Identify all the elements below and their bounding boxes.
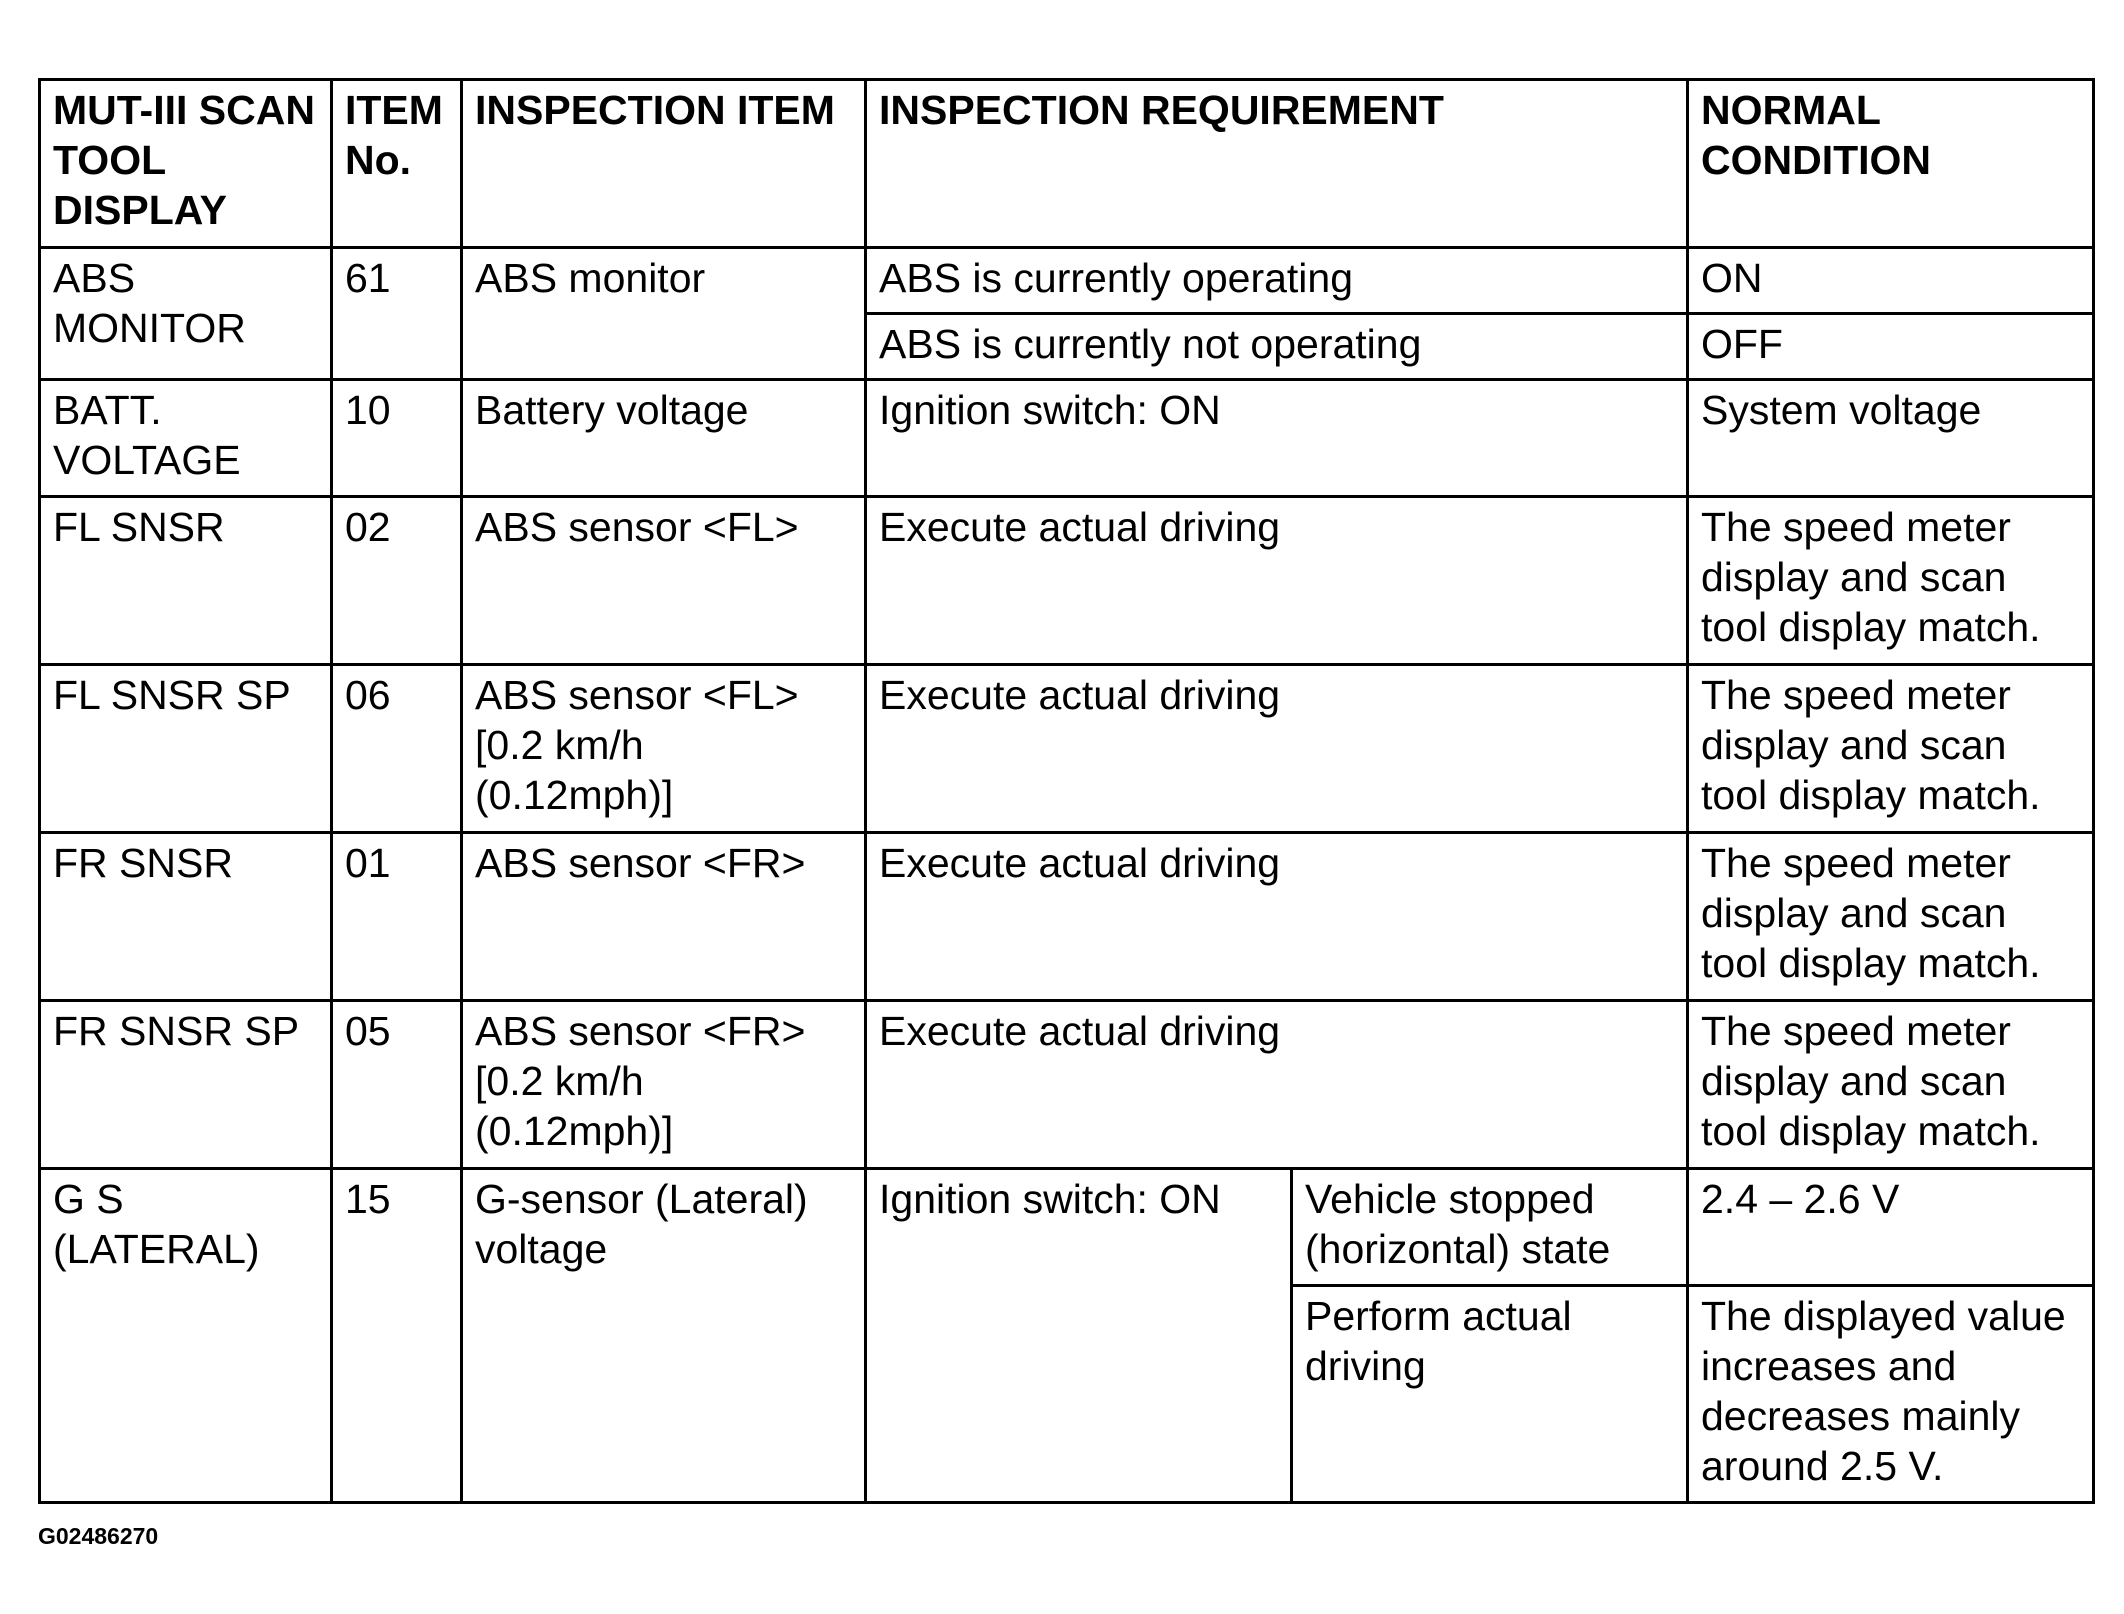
cell-item-no: 05 (332, 1001, 462, 1169)
cell-requirement: ABS is currently not operating (866, 314, 1688, 380)
header-inspection-requirement: INSPECTION REQUIREMENT (866, 80, 1688, 248)
cell-inspection-item: ABS sensor <FR> [0.2 km/h (0.12mph)] (462, 1001, 866, 1169)
cell-display: ABS MONITOR (40, 248, 332, 380)
cell-requirement: Ignition switch: ON (866, 380, 1688, 497)
header-display: MUT-III SCAN TOOL DISPLAY (40, 80, 332, 248)
cell-normal: System voltage (1688, 380, 2094, 497)
cell-requirement: Ignition switch: ON (866, 1169, 1292, 1503)
cell-inspection-item: G-sensor (Lateral) voltage (462, 1169, 866, 1503)
cell-item-no: 06 (332, 665, 462, 833)
cell-item-no: 01 (332, 833, 462, 1001)
cell-inspection-item: ABS sensor <FR> (462, 833, 866, 1001)
cell-normal: ON (1688, 248, 2094, 314)
table-row (40, 248, 2094, 314)
cell-inspection-item: ABS sensor <FL> (462, 497, 866, 665)
table-row (40, 1001, 2094, 1169)
cell-requirement: Execute actual driving (866, 665, 1688, 833)
header-normal-condition: NORMAL CONDITION (1688, 80, 2094, 248)
cell-inspection-item: Battery voltage (462, 380, 866, 497)
cell-normal: 2.4 – 2.6 V (1688, 1169, 2094, 1286)
cell-normal: The displayed value increases and decreases mainly around 2.5 V. (1688, 1286, 2094, 1503)
cell-display: BATT. VOLTAGE (40, 380, 332, 497)
table-row (40, 665, 2094, 833)
cell-inspection-item: ABS sensor <FL> [0.2 km/h (0.12mph)] (462, 665, 866, 833)
cell-item-no: 61 (332, 248, 462, 380)
cell-condition: Vehicle stopped (horizontal) state (1292, 1169, 1688, 1286)
cell-display: FR SNSR SP (40, 1001, 332, 1169)
cell-normal: OFF (1688, 314, 2094, 380)
cell-item-no: 02 (332, 497, 462, 665)
header-item-no: ITEM No. (332, 80, 462, 248)
cell-requirement: Execute actual driving (866, 833, 1688, 1001)
header-inspection-item: INSPECTION ITEM (462, 80, 866, 248)
cell-requirement: Execute actual driving (866, 1001, 1688, 1169)
cell-normal: The speed meter display and scan tool display match. (1688, 497, 2094, 665)
cell-display: FR SNSR (40, 833, 332, 1001)
table-row (40, 380, 2094, 497)
cell-item-no: 15 (332, 1169, 462, 1503)
table-row (40, 1169, 2094, 1286)
cell-display: G S (LATERAL) (40, 1169, 332, 1503)
figure-id: G02486270 (38, 1523, 159, 1549)
inspection-table (38, 78, 2095, 1504)
cell-requirement: ABS is currently operating (866, 248, 1688, 314)
cell-display: FL SNSR SP (40, 665, 332, 833)
cell-normal: The speed meter display and scan tool display match. (1688, 1001, 2094, 1169)
cell-item-no: 10 (332, 380, 462, 497)
cell-inspection-item: ABS monitor (462, 248, 866, 380)
cell-normal: The speed meter display and scan tool display match. (1688, 665, 2094, 833)
table-row (40, 833, 2094, 1001)
cell-requirement: Execute actual driving (866, 497, 1688, 665)
header-row (40, 80, 2094, 248)
cell-condition: Perform actual driving (1292, 1286, 1688, 1503)
cell-normal: The speed meter display and scan tool display match. (1688, 833, 2094, 1001)
cell-display: FL SNSR (40, 497, 332, 665)
table-row (40, 497, 2094, 665)
